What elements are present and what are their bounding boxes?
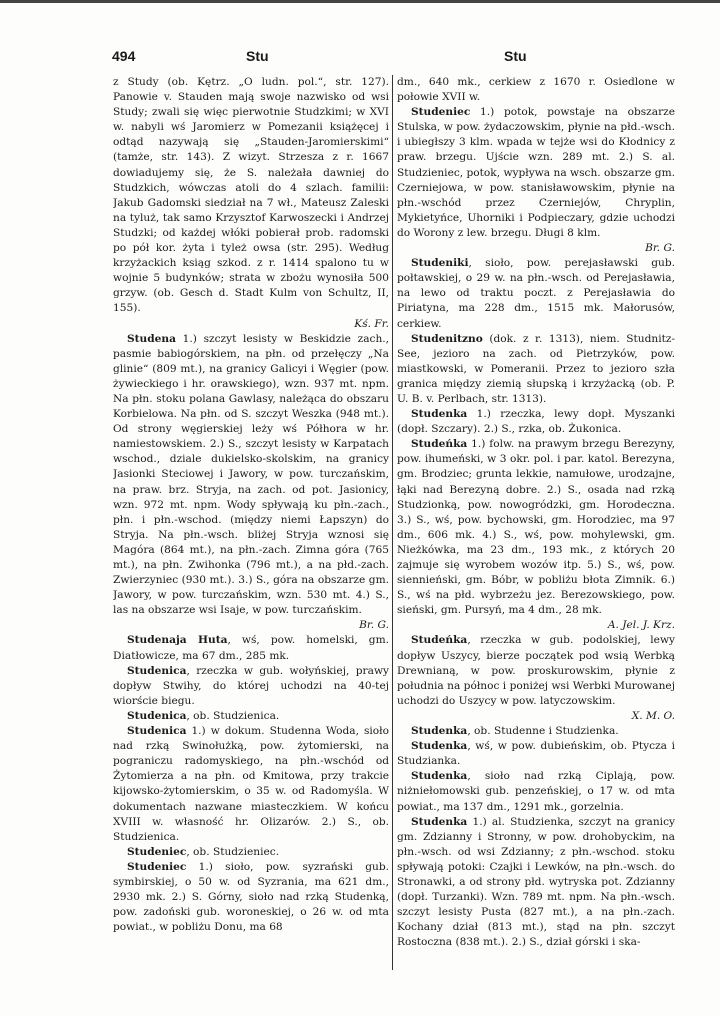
- right-running-head: Stu: [504, 48, 527, 64]
- entry-text: , ob. Studenne i Studzienka.: [467, 725, 619, 738]
- entry-text: 1.) rzeczka, lewy dopł. Myszanki (dopł. Szczary). 2.) S., rzka, ob. Żukonica.: [397, 408, 675, 436]
- dictionary-entry: [397, 815, 675, 951]
- left-column: [113, 75, 389, 975]
- dictionary-entry: [113, 724, 389, 845]
- running-head: [112, 48, 674, 70]
- entry-headword: Studeniec: [127, 845, 187, 858]
- entry-headword: Studenica: [127, 725, 187, 738]
- entry-text: (dok. z r. 1313), niem. Studnitz-See, jezioro na zach. od Pietrzyków, pow. miastkowski, w Pomeranii. Przez to jezioro szła granica między ziemią słupską i krzyżacką (ob. P. U. B. v. Perlbach, str. 1313).: [397, 332, 675, 405]
- entry-headword: Studenica: [127, 709, 187, 722]
- dictionary-entry: [113, 75, 389, 317]
- entry-text: , sioło, pow. perejasławski gub. połtawskiej, o 29 w. na płn.-wsch. od Perejasławia, na lewo od traktu poczt. z Perejasławia do Piriatyna, ma 228 dm., 1515 mk. Małorusów, cerkiew.: [397, 257, 675, 330]
- dictionary-entry: [397, 769, 675, 814]
- entry-headword: Studenka: [411, 770, 468, 783]
- top-scan-border: [0, 0, 720, 3]
- entry-text: , wś, w pow. dubieńskim, ob. Ptycza i Studzianka.: [397, 740, 675, 768]
- entry-text: , sioło nad rzką Ciplają, pow. niżniełomowski gub. penzeńskiej, o 17 w. od mta powiat., ma 137 dm., 1291 mk., gorzelnia.: [397, 770, 675, 813]
- entry-text: 1.) folw. na prawym brzegu Berezyny, pow. ihumeński, w 3 okr. pol. i par. katol. Berezyna, gm. Brodziec; grunta lekkie, namułowe, urodzajne, łąki nad Berezyną dobre. 2.) S., osada nad rzką Studzionką, pow. nowogródzki, gm. Horodeczna. 3.) S., wś, pow. bychowski, gm. Horodziec, ma 97 dm., 606 mk. 4.) S., wś, pow. mohylewski, gm. Nieżkówka, ma 23 dm., 193 mk., z których 20 zajmuje się wyrobem wozów itp. 5.) S., wś, pow. siennieński, gm. Bóbr, w pobliżu błota Zimnik. 6.) S., wś na płd. wybrzeżu jez. Berezowskiego, pow. sieński, gm. Pursyń, ma 4 dm., 28 mk.: [397, 438, 675, 617]
- dictionary-entry: [113, 845, 389, 860]
- entry-headword: Studena: [127, 332, 176, 345]
- entry-headword: Studenka: [411, 408, 468, 421]
- dictionary-entry: [397, 105, 675, 241]
- entry-text: , ob. Studzieniec.: [186, 845, 280, 858]
- entry-headword: Studenka: [411, 815, 468, 828]
- entry-text: , wś, pow. homelski, gm. Diatłowicze, ma 67 dm., 285 mk.: [113, 634, 389, 662]
- entry-signature: X. M. O.: [631, 709, 675, 722]
- entry-signature: Br. G.: [645, 242, 675, 255]
- page-number: 494: [112, 48, 136, 64]
- entry-text: 1.) sioło, pow. syzrański gub. symbirskiej, o 50 w. od Syzrania, ma 621 dm., 2930 mk. 2.) S. Górny, sioło nad rzką Studenką, pow. zadoński gub. woroneskiej, o 26 w. od mta powiat., w pobliżu Donu, ma 68: [113, 860, 389, 934]
- entry-text: , rzeczka w gub. podolskiej, lewy dopływ Uszycy, bierze początek pod wsią Werbką Drewnianą, w pow. proskurowskim, płynie z południa na północ i poniżej wsi Werbki Murowanej uchodzi do Uszycy w pow. latyczowskim.: [397, 634, 675, 707]
- entry-text: dm., 640 mk., cerkiew z 1670 r. Osiedlone w połowie XVII w.: [397, 76, 675, 104]
- entry-text: , rzeczka w gub. wołyńskiej, prawy dopływ Stwihy, do której uchodzi na 40-tej wiorście biegu.: [113, 664, 389, 707]
- dictionary-entry: [397, 437, 675, 618]
- left-running-head: Stu: [246, 48, 269, 64]
- entry-headword: Studeńka: [411, 634, 468, 647]
- entry-text: 1.) al. Studzienka, szczyt na granicy gm. Zdzianny i Stronny, w pow. drohobyckim, na płn.-wsch. od wsi Zdzianny; z płn.-wschod. stoku spływają potoki: Czajki i Lewków, na płn.-wsch. do Stronawki, a od strony płd. wytryska pot. Zdzianny (dopł. Turzanki). Wzn. 789 mt. npm. Na płn.-wsch. szczyt lesisty Pusta (827 mt.), a na płn.-zach. Kochany dział (813 mt.), stąd na płn. szczyt Rostoczna (838 mt.). 2.) S., dział górski i ska-: [397, 815, 675, 949]
- entry-signature: Br. G.: [359, 619, 389, 632]
- entry-signature: Kś. Fr.: [354, 317, 389, 330]
- entry-signature: A. Jel. J. Krz.: [607, 619, 675, 632]
- dictionary-entry: [397, 75, 675, 105]
- entry-headword: Studeniki: [411, 257, 469, 270]
- dictionary-entry: [113, 860, 389, 935]
- entry-headword: Studenaja Huta: [127, 634, 228, 647]
- dictionary-entry: [397, 633, 675, 708]
- dictionary-entry: [397, 739, 675, 769]
- entry-headword: Studenica: [127, 664, 187, 677]
- column-divider: [392, 75, 393, 970]
- dictionary-entry: [397, 256, 675, 331]
- entry-text: 1.) szczyt lesisty w Beskidzie zach., pasmie babiogórskiem, na płn. od przełęczy „Na glinie“ (809 mt.), na granicy Galicyi i Węgier (pow. żywieckiego i hr. orawskiego), wzn. 937 mt. npm. Na płn. stoku polana Gawlasy, należąca do obszaru Korbielowa. Na płn. od S. szczyt Weszka (948 mt.). Od strony węgierskiej leży wś Półhora w hr. namiestowskiem. 2.) S., szczyt lesisty w Karpatach wschod., dziale dukielsko-skolskim, na granicy Jasionki Steciowej i Jawory, w pow. turczańskim, na praw. brz. Stryja, na zach. od pot. Jasionicy, wzn. 972 mt. npm. Wody spływają ku płn.-zach., płn. i płn.-wschod. (między niemi Łapszyn) do Stryja. Na płn.-wsch. bliżej Stryja wznosi się Magóra (864 mt.), na płn.-zach. Zimna góra (765 mt.), na płn. Zwihonka (796 mt.), a na płd.-zach. Zwierzyniec (930 mt.). 3.) S., góra na obszarze gm. Jawory, w pow. turczańskim, wzn. 530 mt. 4.) S., las na obszarze wsi Isaje, w pow. turczańskim.: [113, 332, 389, 617]
- entry-headword: Studeniec: [411, 106, 471, 119]
- dictionary-entry: [113, 332, 389, 619]
- entry-headword: Studeniec: [127, 860, 187, 873]
- entry-text: 1.) w dokum. Studenna Woda, sioło nad rzką Swinołużką, pow. żytomierski, na pograniczu radomyskiego, na płn.-wschód od Żytomierza a na płn. od Kmitowa, przy trakcie kijowsko-żytomierskim, o 35 w. od Radomyśla. W dokumentach nazwane miasteczkiem. W końcu XVIII w. własność hr. Olizarów. 2.) S., ob. Studzienica.: [113, 725, 389, 843]
- entry-headword: Studeńka: [411, 438, 468, 451]
- dictionary-entry: [113, 664, 389, 709]
- dictionary-entry: [397, 724, 675, 739]
- entry-headword: Studenka: [411, 740, 468, 753]
- right-column: [397, 75, 675, 975]
- dictionary-entry: [113, 709, 389, 724]
- dictionary-entry: [397, 407, 675, 437]
- entry-text: z Study (ob. Kętrz. „O ludn. pol.“, str. 127). Panowie v. Stauden mają swoje nazwisko od wsi Study; zwali się więc pierwotnie Studzkimi; w XVI w. nabyli wś Jaromierz w Pomezanii książęcej i odtąd nazywają się „Stauden-Jaromierskimi“ (tamże, str. 143). Z wizyt. Strzesza z r. 1667 dowiadujemy się, że S. należała dawniej do Studzkich, wówczas atoli do 4 szlach. familii: Jakub Gadomski siedział na 7 wł., Mateusz Zaleski na tyluż, tak samo Krzysztof Karwoszecki i Andrzej Studzki; od każdej włóki pobierał prob. radomski po pół kor. żyta i tyleż owsa (str. 295). Według krzyżackich ksiąg szkod. z r. 1414 spalono tu w wojnie 5 budynków; strata w zbożu wynosiła 500 grzyw. (ob. Gesch d. Stadt Kulm von Schultz, II, 155).: [113, 76, 389, 315]
- entry-headword: Studenka: [411, 725, 468, 738]
- entry-headword: Studenitzno: [411, 332, 483, 345]
- dictionary-entry: [397, 332, 675, 407]
- entry-text: , ob. Studzienica.: [186, 709, 280, 722]
- dictionary-entry: [113, 633, 389, 663]
- entry-text: 1.) potok, powstaje na obszarze Stulska, w pow. żydaczowskim, płynie na płd.-wsch. i ubiegłszy 3 klm. wpada w tejże wsi do Kłodnicy z praw. brzegu. Ujście wzn. 289 mt. 2.) S. al. Studzieniec, potok, wypływa na wsch. obszarze gm. Czerniejowa, w pow. stanisławowskim, płynie na płn.-wschód przez Czerniejów, Chryplin, Mykietyńce, Uhorniki i Podpieczary, gdzie uchodzi do Worony z lew. brzegu. Długi 8 klm.: [397, 106, 675, 239]
